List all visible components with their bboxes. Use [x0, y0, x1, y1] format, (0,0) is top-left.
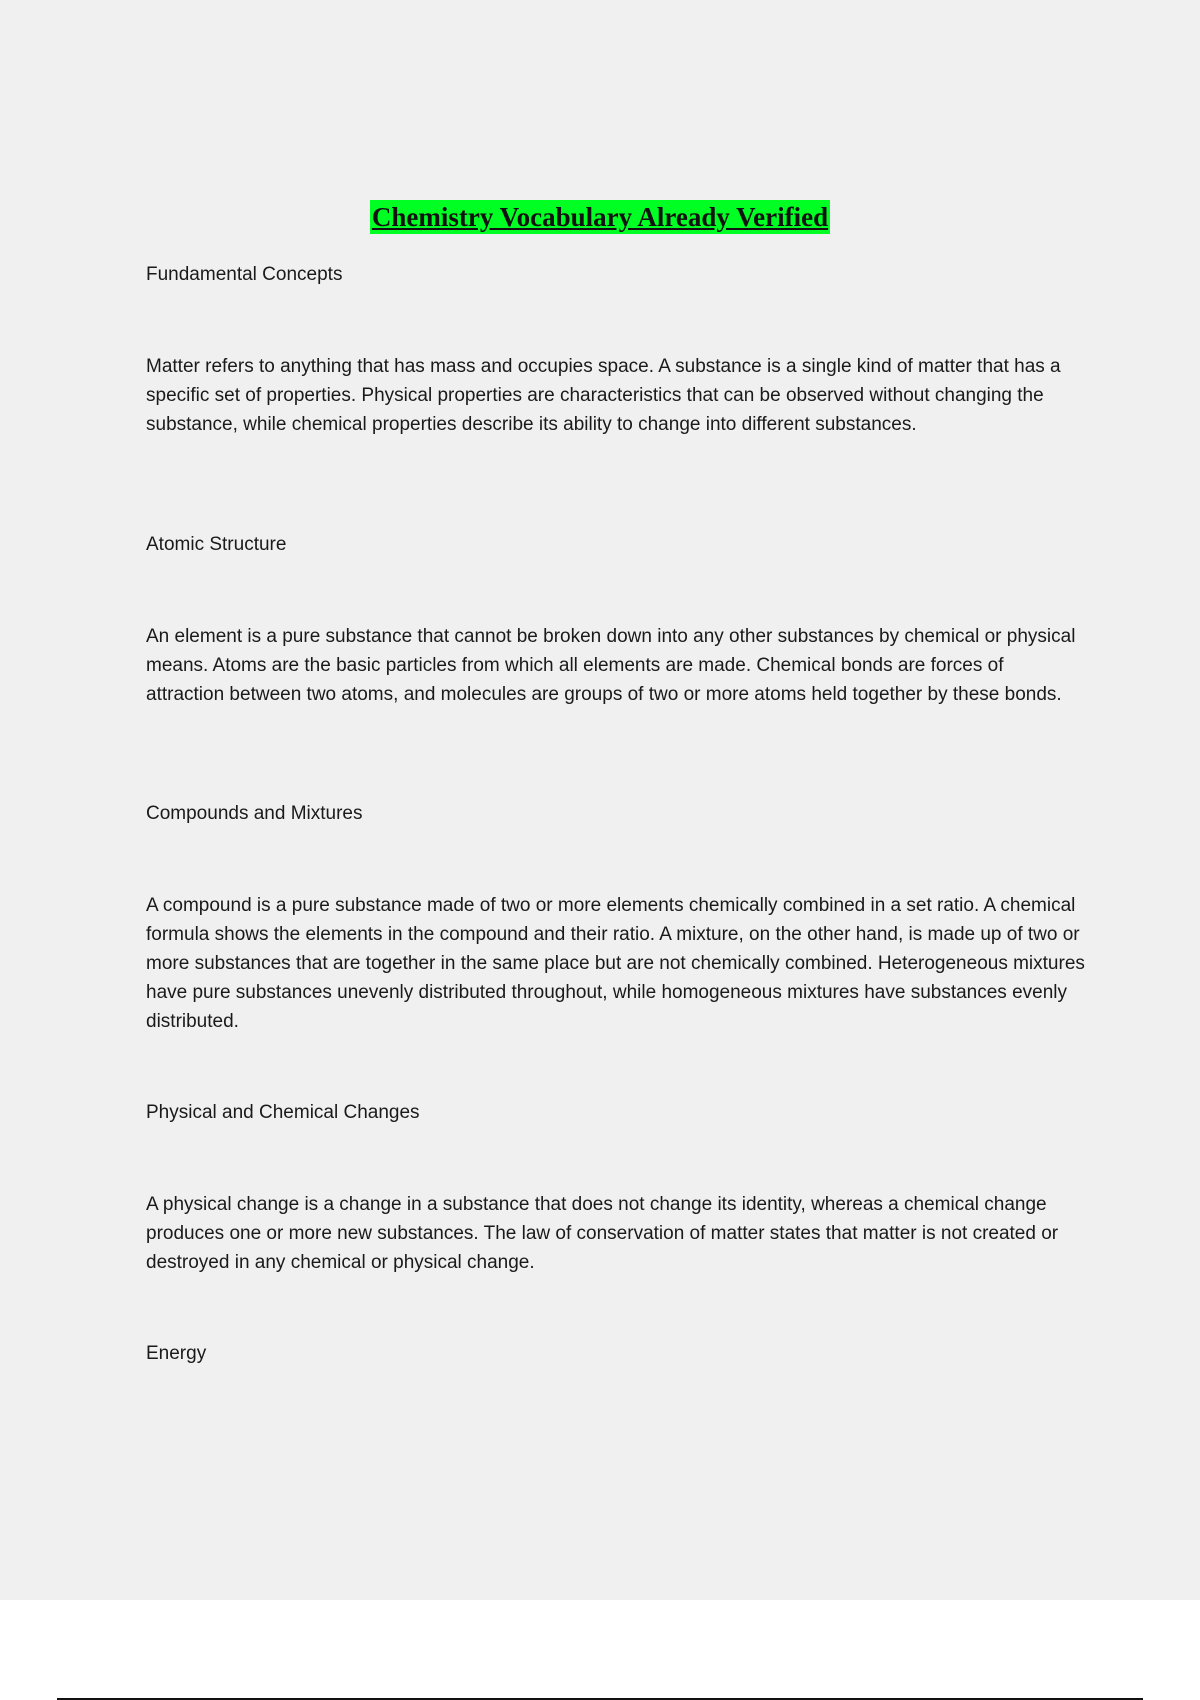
section-heading-atomic-structure: Atomic Structure: [146, 534, 287, 555]
section-heading-energy: Energy: [146, 1343, 207, 1364]
section-heading-compounds-and-mixtures: Compounds and Mixtures: [146, 803, 363, 824]
page-footer: [0, 1600, 1200, 1700]
section-body-atomic-structure: An element is a pure substance that cannot be broken down into any other substances by chemical or physical means. Atoms are the basic particles from which all elements are made. Chemical bonds are forces of attraction between two atoms, and molecules are groups of two or more atoms held together by these bonds.: [146, 626, 1076, 705]
document-title: Chemistry Vocabulary Already Verified: [371, 202, 829, 232]
title-container: [0, 200, 1200, 234]
section-body-compounds-and-mixtures: A compound is a pure substance made of two or more elements chemically combined in a set ratio. A chemical formula shows the elements in the compound and their ratio. A mixture, on the other hand, is made up of two or more substances that are together in the same place but are not chemically combined. Heterogeneous mixtures have pure substances unevenly distributed throughout, while homogeneous mixtures have substances evenly distributed.: [146, 895, 1085, 1032]
section-heading-fundamental-concepts: Fundamental Concepts: [146, 264, 343, 285]
section-heading-physical-and-chemical-changes: Physical and Chemical Changes: [146, 1102, 420, 1123]
section-body-fundamental-concepts: Matter refers to anything that has mass and occupies space. A substance is a single kind of matter that has a specific set of properties. Physical properties are characteristics that can be observed without changing the substance, while chemical properties describe its ability to change into different substances.: [146, 356, 1061, 435]
section-body-physical-and-chemical-changes: A physical change is a change in a substance that does not change its identity, whereas a chemical change produces one or more new substances. The law of conservation of matter states that matter is not created or destroyed in any chemical or physical change.: [146, 1194, 1059, 1273]
